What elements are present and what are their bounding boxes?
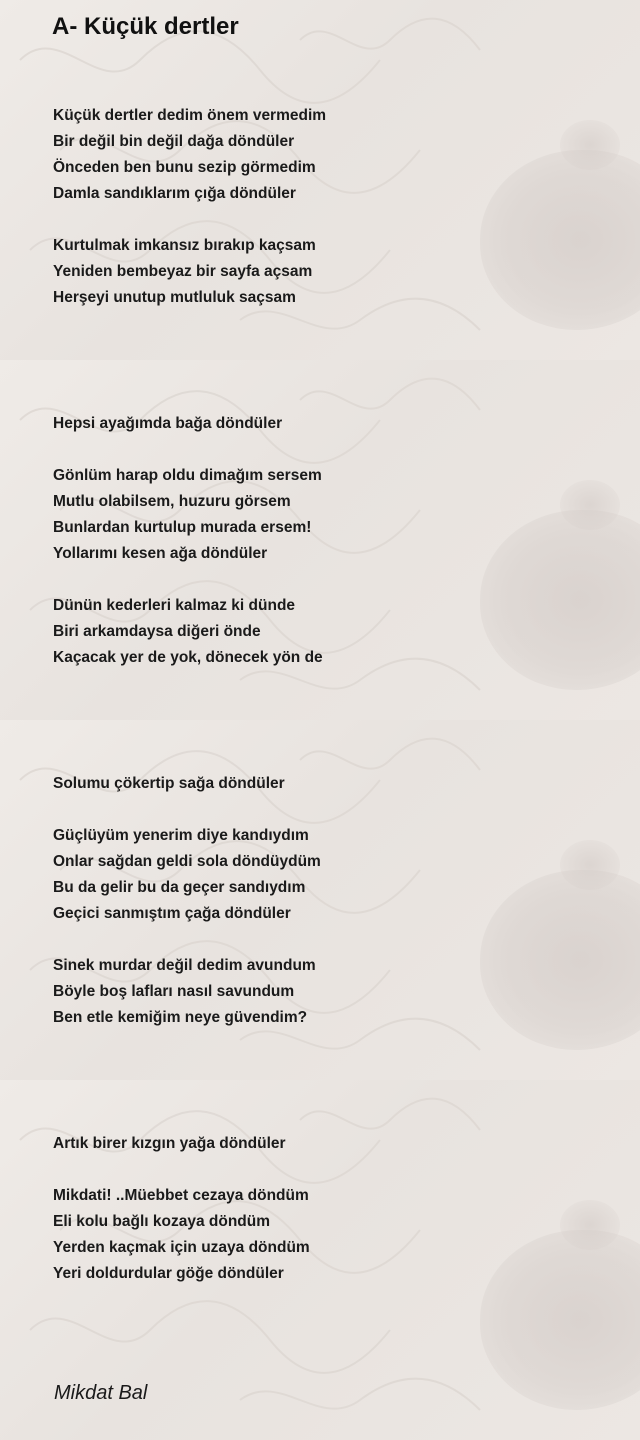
poem-line: Yerden kaçmak için uzaya döndüm <box>53 1239 310 1256</box>
poem-line: Böyle boş lafları nasıl savundum <box>53 983 295 1000</box>
poem-line: Gönlüm harap oldu dimağım sersem <box>53 467 322 484</box>
poem-line: Eli kolu bağlı kozaya döndüm <box>53 1213 271 1230</box>
poem-line: Kurtulmak imkansız bırakıp kaçsam <box>53 237 316 254</box>
poem-line: Dünün kederleri kalmaz ki dünde <box>53 597 296 614</box>
poem-line: Hepsi ayağımda bağa döndüler <box>53 415 283 432</box>
poem-line: Bir değil bin değil dağa döndüler <box>53 133 295 150</box>
poem-line: Mutlu olabilsem, huzuru görsem <box>53 493 291 510</box>
poem-line: Bu da gelir bu da geçer sandıydım <box>53 879 306 896</box>
poem-line: Yeri doldurdular göğe döndüler <box>53 1265 284 1282</box>
poem-line: Sinek murdar değil dedim avundum <box>53 957 316 974</box>
poem-line: Solumu çökertip sağa döndüler <box>53 775 285 792</box>
poem-line: Yeniden bembeyaz bir sayfa açsam <box>53 263 313 280</box>
poem-line: Herşeyi unutup mutluluk saçsam <box>53 289 296 306</box>
poem-line: Biri arkamdaysa diğeri önde <box>53 623 261 640</box>
poem-line: Artık birer kızgın yağa döndüler <box>53 1135 286 1152</box>
poem-line: Geçici sanmıştım çağa döndüler <box>53 905 291 922</box>
poem-line: Yollarımı kesen ağa döndüler <box>53 545 268 562</box>
poem-line: Güçlüyüm yenerim diye kandıydım <box>53 827 309 844</box>
poem-line: Küçük dertler dedim önem vermedim <box>53 107 327 124</box>
poem-line: Mikdati! ..Müebbet cezaya döndüm <box>53 1187 309 1204</box>
poem-line: Bunlardan kurtulup murada ersem! <box>53 519 312 536</box>
poem-author: Mikdat Bal <box>54 1382 148 1404</box>
poem-line: Ben etle kemiğim neye güvendim? <box>53 1009 308 1026</box>
poem-title: A- Küçük dertler <box>52 13 239 40</box>
poem-line: Damla sandıklarım çığa döndüler <box>53 185 296 202</box>
poem-line: Onlar sağdan geldi sola döndüydüm <box>53 853 321 870</box>
poem-line: Önceden ben bunu sezip görmedim <box>53 159 316 176</box>
poem-line: Kaçacak yer de yok, dönecek yön de <box>53 649 323 666</box>
